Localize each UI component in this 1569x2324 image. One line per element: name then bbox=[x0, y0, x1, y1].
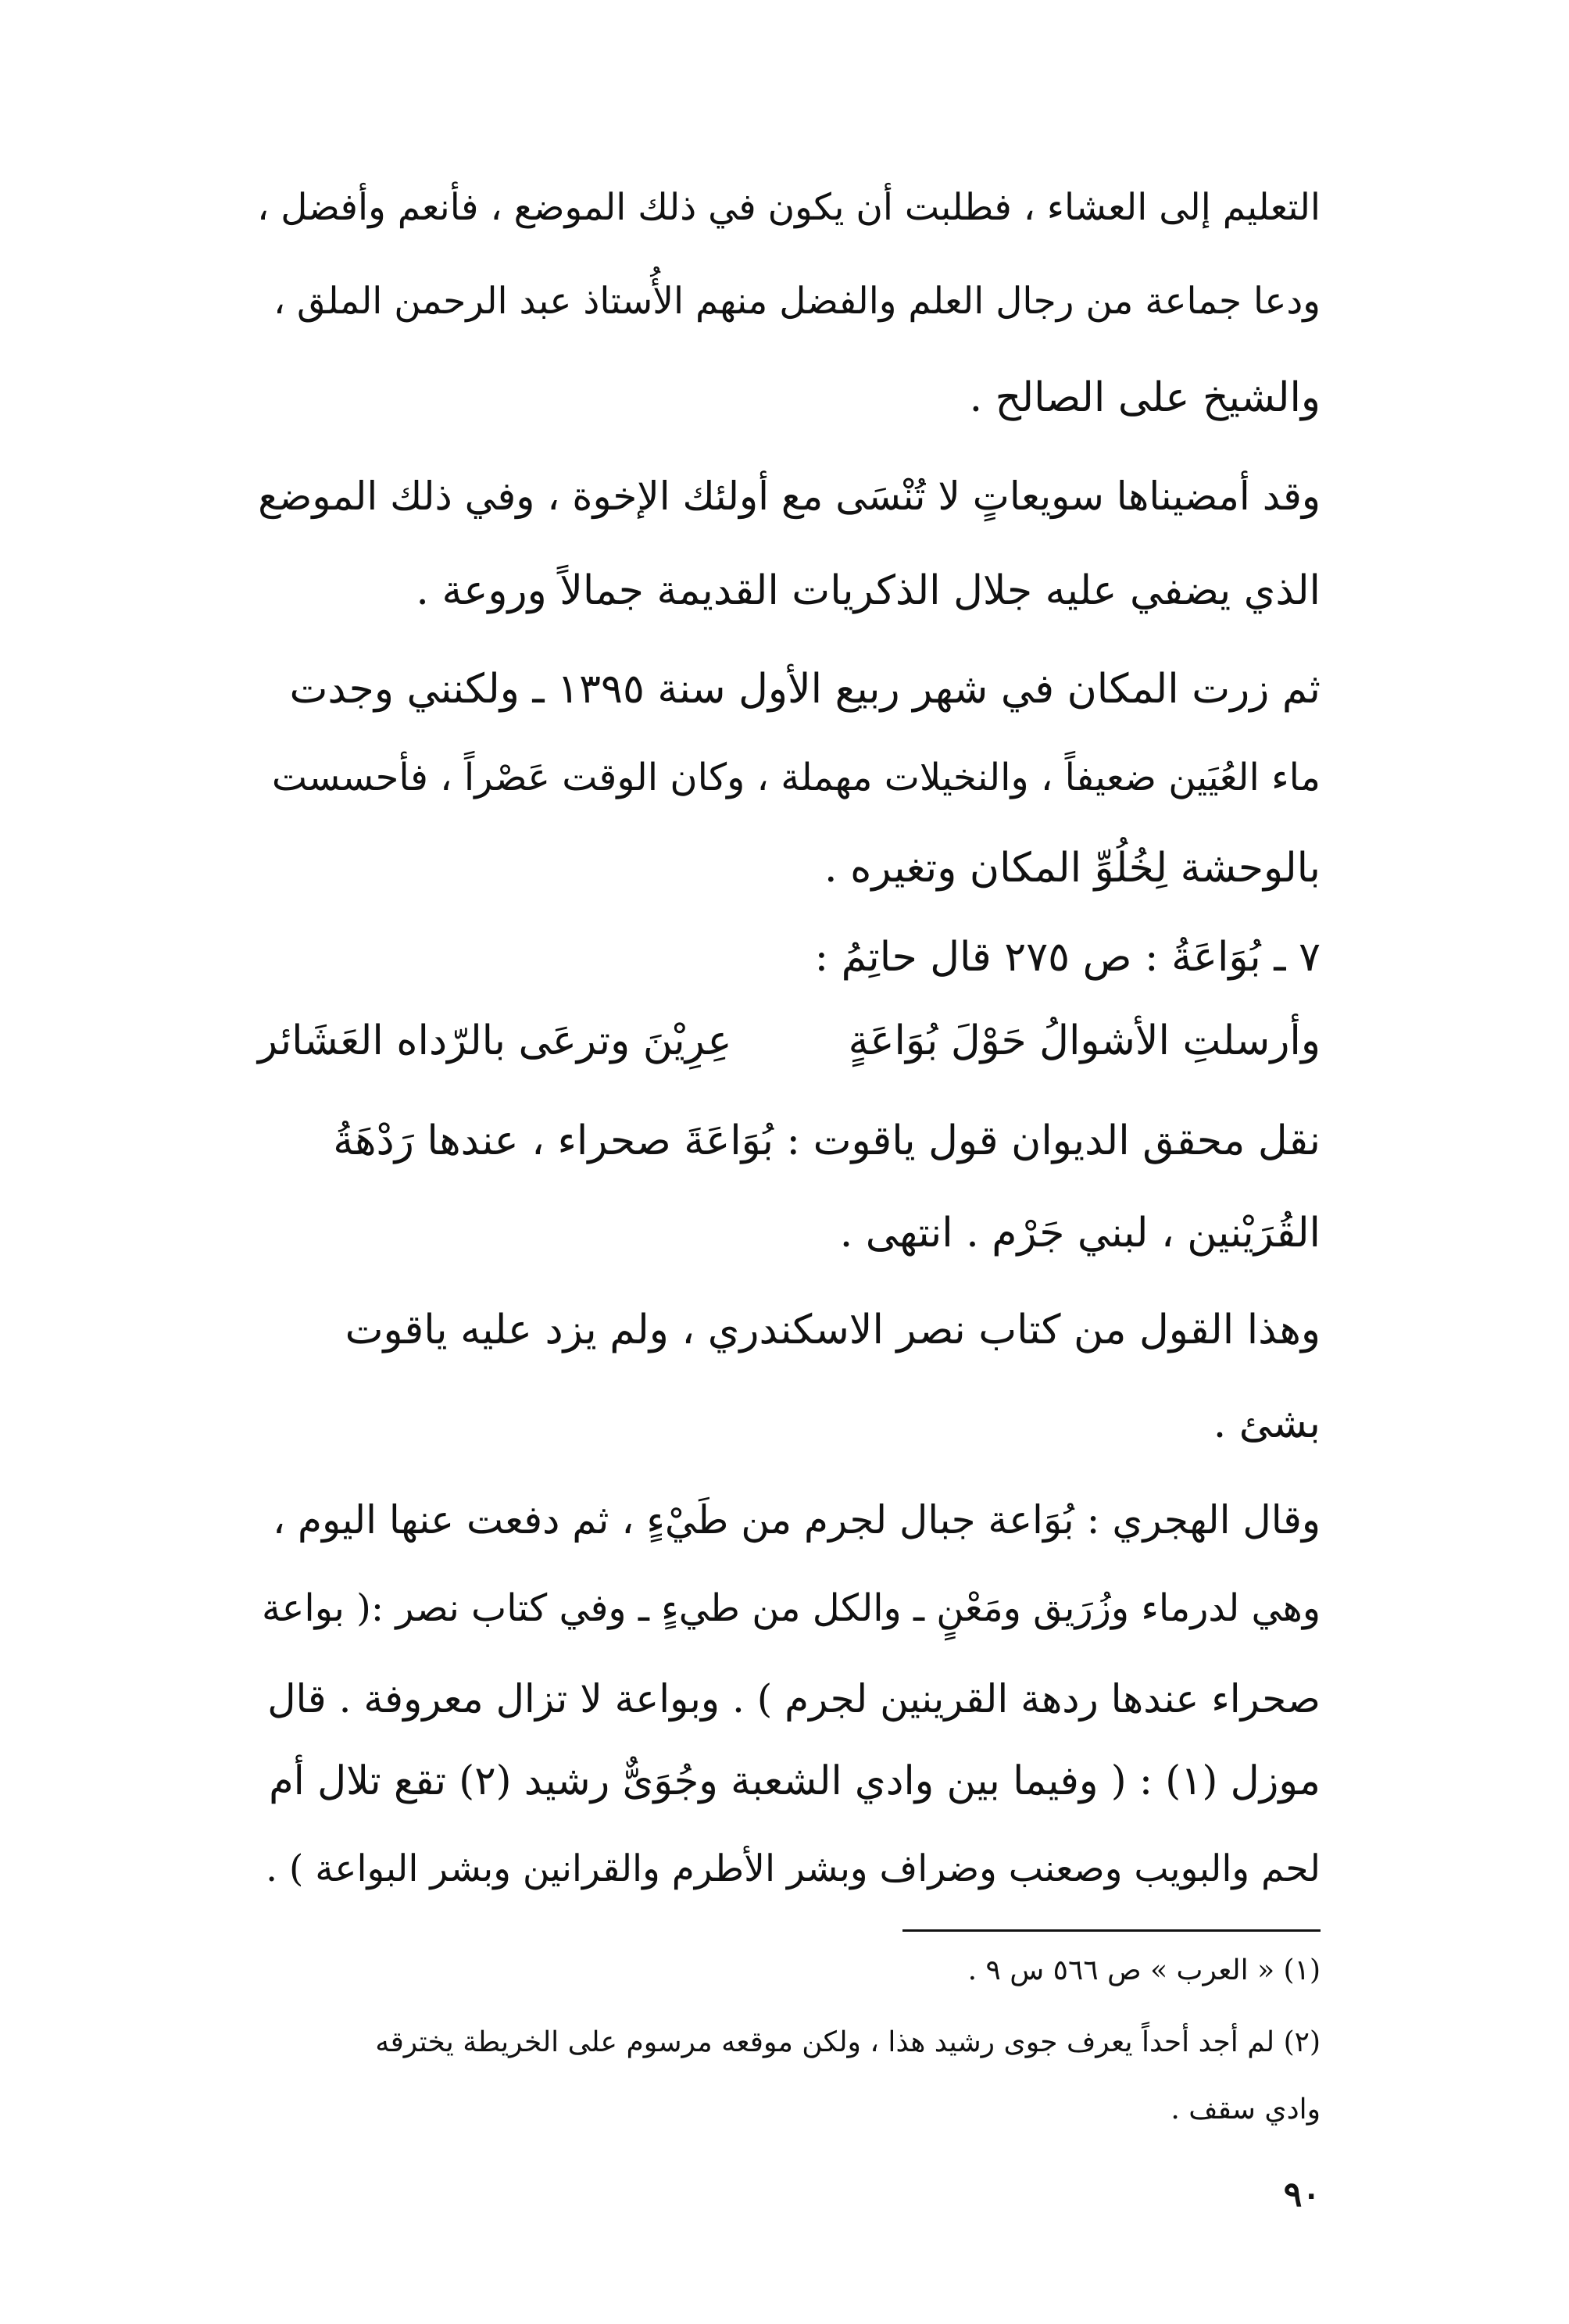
paragraph-1-line-1: التعليم إلى العشاء ، فطلبت أن يكون في ذلك الموضع ، فأنعم وأفضل ، bbox=[257, 186, 1321, 229]
paragraph-3-line-3: بالوحشة لِخُلُوِّ المكان وتغيره . bbox=[824, 845, 1321, 892]
paragraph-3-line-1: ثم زرت المكان في شهر ربيع الأول سنة ١٣٩٥ ـ ولكنني وجدت bbox=[289, 666, 1321, 713]
paragraph-6-line-1: وقال الهجري : بُوَاعة جبال لجرم من طَيْءٍ ، ثم دفعت عنها اليوم ، bbox=[272, 1497, 1321, 1543]
paragraph-6-line-4: موزل (١) : ( وفيما بين وادي الشعبة وجُوَىٌّ رشيد (٢) تقع تلال أم bbox=[269, 1758, 1321, 1804]
paragraph-2-line-1: وقد أمضيناها سويعاتٍ لا تُنْسَى مع أولئك الإخوة ، وفي ذلك الموضع bbox=[258, 474, 1321, 519]
footnote-1: (١) « العرب » ص ٥٦٦ س ٩ . bbox=[967, 1954, 1321, 1986]
paragraph-6-line-3: صحراء عندها ردهة القرينين لجرم ) . وبواعة لا تزال معروفة . قال bbox=[267, 1676, 1321, 1722]
footnote-2-line-1: (٢) لم أجد أحداً يعرف جوى رشيد هذا ، ولكن موقعه مرسوم على الخريطة يخترقه bbox=[375, 2026, 1321, 2058]
paragraph-6-line-5: لحم والبويب وصعنب وضراف وبشر الأطرم والقرانين وبشر البواعة ) . bbox=[266, 1847, 1321, 1890]
paragraph-2-line-2: الذي يضفي عليه جلال الذكريات القديمة جمالاً وروعة . bbox=[416, 567, 1321, 614]
page-number: ٩٠ bbox=[1283, 2175, 1321, 2215]
paragraph-4-line-2: القُرَيْنين ، لبني جَرْم . انتهى . bbox=[839, 1210, 1321, 1257]
poetry-verse bbox=[258, 1017, 1321, 1088]
paragraph-6-line-2: وهي لدرماء وزُرَيق ومَعْنٍ ـ والكل من طيءٍ ـ وفي كتاب نصر :( بواعة bbox=[262, 1586, 1321, 1630]
paragraph-3-line-2: ماء العُيَين ضعيفاً ، والنخيلات مهملة ، وكان الوقت عَصْراً ، فأحسست bbox=[271, 756, 1321, 799]
entry-heading: ٧ ـ بُوَاعَةُ : ص ٢٧٥ قال حاتِمُ : bbox=[814, 934, 1321, 981]
paragraph-5-line-1: وهذا القول من كتاب نصر الاسكندري ، ولم يزد عليه ياقوت bbox=[345, 1307, 1321, 1353]
footnote-divider bbox=[902, 1929, 1321, 1932]
footnote-2-line-2: وادي سقف . bbox=[1170, 2093, 1321, 2126]
paragraph-4-line-1: نقل محقق الديوان قول ياقوت : بُوَاعَةَ صحراء ، عندها رَدْهَةُ bbox=[333, 1117, 1321, 1164]
verse-first-hemistich: وأرسلتِ الأشوالُ حَوْلَ بُوَاعَةٍ bbox=[848, 1017, 1321, 1064]
paragraph-1-line-3: والشيخ على الصالح . bbox=[969, 374, 1321, 421]
paragraph-1-line-2: ودعا جماعة من رجال العلم والفضل منهم الأُستاذ عبد الرحمن الملق ، bbox=[273, 280, 1321, 323]
verse-second-hemistich: عِرِيْنَ وترعَى بالرّداه العَشَائر bbox=[258, 1017, 732, 1064]
paragraph-5-line-2: بشئ . bbox=[1213, 1400, 1321, 1447]
